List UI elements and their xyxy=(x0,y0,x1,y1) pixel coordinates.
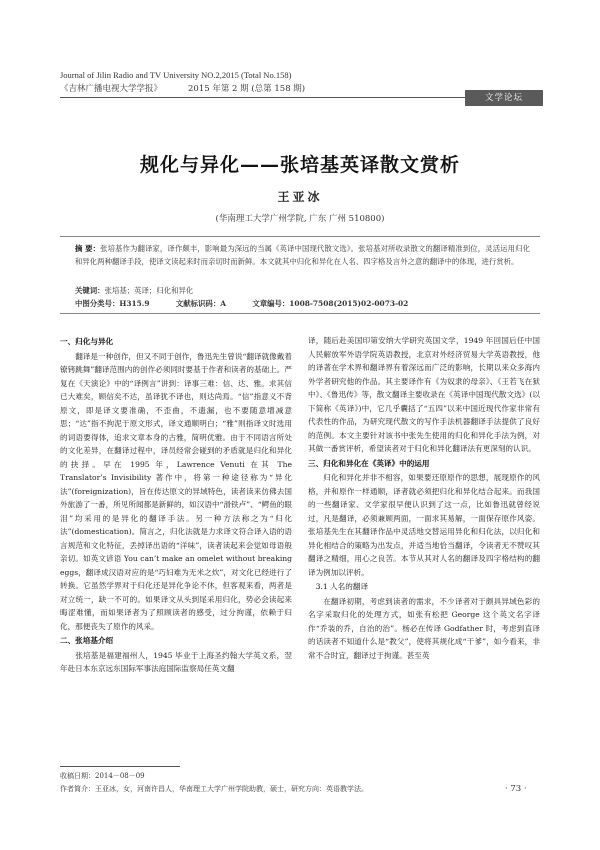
doc-code-label: 文献标识码： xyxy=(175,299,221,308)
classification-line xyxy=(75,298,530,309)
section-heading-1: 一、归化与异化 xyxy=(60,337,114,346)
body-column-left xyxy=(60,334,292,676)
footnote-rule xyxy=(60,766,180,767)
abstract-text: 张培基作为翻译家，译作颇丰，影响最为深远的当属《英译中国现代散文选》。张培基对所收录散文的翻译精准到位，灵活运用归化和异化两种翻译手段，使译文读起来时而亲切时而新鲜。本文就其中归化和异化在人名、四字格及言外之意的翻译中的体现，进行赏析。 xyxy=(75,244,530,266)
journal-name-cn xyxy=(60,82,331,94)
abstract xyxy=(75,243,530,268)
author-bio: 作者简介：王亚冰，女，河南许昌人，华南理工大学广州学院助教，硕士，研究方向：英语教学法。 xyxy=(60,785,368,793)
body-column-right xyxy=(308,334,540,662)
journal-name-en: Journal of Jilin Radio and TV University NO.2,2015 (Total No.158) xyxy=(60,70,292,80)
article-title: 规化与异化——张培基英译散文赏析 xyxy=(139,154,460,176)
paragraph: 翻译是一种创作，但又不同于创作，鲁迅先生曾说“翻译就像戴着镣铐跳舞”翻译范围内的创作必须同时要基于作者和读者的基础上。严复在《天演论》中的“译例言”讲到：译事三难：信、达、雅。求其信已大难矣，顾信矣不达，虽译犹不译也，则达尚焉。“信”指意义不背原文，即是译文要准确，不歪曲，不遗漏，也不要随意增减意思；“达”指不拘泥于原文形式，译文通顺明白；“雅”则指译文时选用的词语要得体，追求文章本身的古雅，简明优雅。由于不同语言所处的文化差异，在翻译过程中，译员经常会碰到的矛盾就是归化和异化的抉择。早在 1995 年，Lawrence Venuti 在其 The Translator’s Invisibility 著作中，将第一种途径称为“异化法”(foreignization)，旨在传达原文的异域特色，读者读来仿佛去国外旅游了一番，所见所闻都是新鲜的，如汉语中“滑铁卢”、“鳄鱼的眼泪”均采用的是异化的翻译手法。另一种方法称之为“归化法”(domestication)。简言之，归化法就是力求译文符合译入语的语言规范和文化特征，丢掉译出语的“洋味”，读者读起来会觉如母语般亲切。如英文谚语 You can’t make an omelet without breaking eggs，翻译成汉语对应的是“巧妇难为无米之炊”，对文化已经进行了转换。它虽然学界对于归化还是异化争论不休，但客观来看，两者是对立统一，缺一不可的。如果译文从头到尾采用归化，势必会读起来晦涩难懂，而如果译者为了照顾读者的感受，过分拘谨，依赖于归化，那便丧失了原作的风采。 xyxy=(60,351,292,631)
journal-title-cn: 《吉林广播电视大学学报》 xyxy=(60,84,163,94)
received-date: 收稿日期：2014－08－09 xyxy=(60,772,145,780)
article-author: 王亚冰 xyxy=(277,190,323,204)
author-affiliation: (华南理工大学广州学院, 广东 广州 510800) xyxy=(215,214,385,224)
journal-issue-cn: 2015 年第 2 期 (总第 158 期) xyxy=(188,84,306,94)
section-heading-2: 二、张培基介绍 xyxy=(60,636,114,645)
abstract-bottom-rule xyxy=(60,313,540,314)
subsection-heading-3-1: 3.1 人名的翻译 xyxy=(315,582,369,591)
abstract-top-rule xyxy=(60,236,540,237)
article-no-value: 1008-7508(2015)02-0073-02 xyxy=(289,299,409,308)
doc-code-value: A xyxy=(220,299,226,308)
clc-value: H315.9 xyxy=(119,299,150,308)
keywords-label: 关键词： xyxy=(75,286,105,295)
paragraph: 译，随后赴美国印第安纳大学研究英国文学，1949 年回国后任中国人民解放军外语学院英语教授，北京对外经济贸易大学英语教授，他的译著在学术界和翻译界有着深远而广泛的影响，长期以来众多海内外学者研究他的作品。其主要译作有《为奴隶的母亲》、《王若飞在狱中》、《鲁迅传》等，散文翻译主要收录在《英译中国现代散文选》(以下简称《英译》)中，它几乎囊括了“五四”以来中国近现代作家非常有代表性的作品，为研究现代散文的写作手法机器翻译手法提供了良好的范例。本文主要针对该书中张先生使用的归化和异化手法为例，对其做一番赏评析，希望读者对于归化和异化翻译法有更深刻的认识。 xyxy=(308,336,540,453)
keywords xyxy=(75,285,530,296)
paragraph: 归化和异化并非不相容，如果要还原原作的思想，展现原作的风格，并和原作一样通顺，译者就必须把归化和异化结合起来。而我国的一些翻译家、文学家很早便认识到了这一点，比如鲁迅就曾经说过，凡是翻译，必须兼顾两面，一面求其易解，一面保存原作风姿。张培基先生在其翻译作品中灵活地交替运用异化和归化法，以归化和异化相结合的策略为出发点，并适当地恰当翻译，令读者无不赞叹其翻译之精细，用心之良苦。本节从其对人名的翻译及四字格结构的翻译为例加以评析。 xyxy=(308,473,540,577)
section-tag: 文学论坛 xyxy=(465,90,543,106)
clc-label: 中图分类号： xyxy=(75,299,120,308)
page-number: · 73 · xyxy=(505,784,527,794)
paragraph: 在翻译初期，考虑到读者的需求，不少译者对于颇具异域色彩的名字采取归化的处理方式，如张有松把 George 这个英文名字译作“乔装的乔，自治的治”。杨必在传译 Godfather 时，考虑到直译的话读者不知道什么是“教父”，使将其规化成“干爹”，如今看来，非常不合时宜，翻译过于拘谨。甚至英 xyxy=(308,596,540,660)
abstract-label: 摘 要： xyxy=(75,244,101,253)
article-no-label: 文章编号： xyxy=(252,299,290,308)
keywords-text: 张培基；英译；归化和异化 xyxy=(104,286,194,295)
paragraph: 张培基是福建福州人，1945 毕业于上海圣约翰大学英文系，翌年赴日本东京远东国际军事法庭国际监察局任英文翻 xyxy=(60,650,292,673)
section-heading-3: 三、归化和异化在《英译》中的运用 xyxy=(308,458,430,468)
